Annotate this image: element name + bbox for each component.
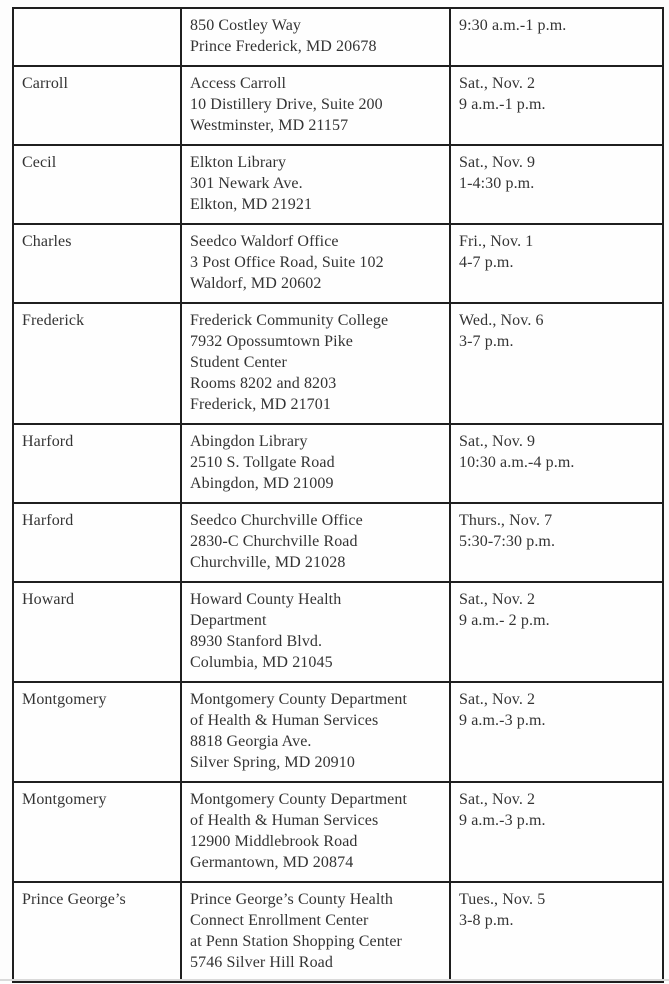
location-line: Elkton Library <box>190 154 287 171</box>
location-line: at Penn Station Shopping Center <box>190 933 402 950</box>
table-row <box>13 224 663 303</box>
county-cell <box>13 303 181 424</box>
location-line: 2510 S. Tollgate Road <box>190 454 335 471</box>
schedule-line: Sat., Nov. 2 <box>459 591 536 608</box>
county-cell <box>13 424 181 503</box>
county-cell <box>13 66 181 145</box>
schedule-line: 4-7 p.m. <box>459 254 514 271</box>
location-line: of Health & Human Services <box>190 812 379 829</box>
location-line: 301 Newark Ave. <box>190 175 303 192</box>
location-cell <box>181 66 450 145</box>
table-row <box>13 66 663 145</box>
location-cell <box>181 582 450 682</box>
location-line: Prince George’s County Health <box>190 891 394 908</box>
schedule-line: 9:30 a.m.-1 p.m. <box>459 17 567 34</box>
county-name: Montgomery <box>22 791 107 808</box>
location-line: 3 Post Office Road, Suite 102 <box>190 254 384 271</box>
schedule-line: 9 a.m.-3 p.m. <box>459 712 546 729</box>
schedule-cell <box>450 66 663 145</box>
location-line: Access Carroll <box>190 75 287 92</box>
schedule-cell <box>450 782 663 882</box>
county-name: Harford <box>22 433 74 450</box>
schedule-line: Sat., Nov. 2 <box>459 791 536 808</box>
location-cell <box>181 145 450 224</box>
location-cell <box>181 782 450 882</box>
location-line: Seedco Churchville Office <box>190 512 363 529</box>
schedule-line: Sat., Nov. 9 <box>459 433 536 450</box>
table-row <box>13 8 663 66</box>
county-cell <box>13 782 181 882</box>
table-row <box>13 424 663 503</box>
location-line: Rooms 8202 and 8203 <box>190 375 337 392</box>
location-cell <box>181 882 450 982</box>
schedule-line: Wed., Nov. 6 <box>459 312 544 329</box>
location-line: Elkton, MD 21921 <box>190 196 313 213</box>
schedule-line: 9 a.m.- 2 p.m. <box>459 612 550 629</box>
schedule-cell <box>450 682 663 782</box>
county-cell <box>13 145 181 224</box>
county-cell <box>13 8 181 66</box>
location-line: Frederick Community College <box>190 312 389 329</box>
schedule-cell <box>450 145 663 224</box>
table-row <box>13 582 663 682</box>
schedule-line: Sat., Nov. 9 <box>459 154 536 171</box>
county-cell <box>13 882 181 982</box>
county-name: Montgomery <box>22 691 107 708</box>
table-row <box>13 303 663 424</box>
location-cell <box>181 8 450 66</box>
location-line: Abingdon, MD 21009 <box>190 475 334 492</box>
location-line: Connect Enrollment Center <box>190 912 369 929</box>
schedule-cell <box>450 8 663 66</box>
county-name: Howard <box>22 591 75 608</box>
schedule-line: Fri., Nov. 1 <box>459 233 534 250</box>
schedule-line: 5:30-7:30 p.m. <box>459 533 556 550</box>
location-line: 8930 Stanford Blvd. <box>190 633 323 650</box>
location-line: Prince Frederick, MD 20678 <box>190 38 377 55</box>
location-line: Montgomery County Department <box>190 691 407 708</box>
county-name: Harford <box>22 512 74 529</box>
schedule-cell <box>450 882 663 982</box>
county-name: Charles <box>22 233 72 250</box>
schedule-line: 1-4:30 p.m. <box>459 175 535 192</box>
location-line: 5746 Silver Hill Road <box>190 954 333 971</box>
schedule-line: Tues., Nov. 5 <box>459 891 546 908</box>
location-line: Howard County Health <box>190 591 342 608</box>
schedule-line: 3-8 p.m. <box>459 912 514 929</box>
schedule-cell <box>450 224 663 303</box>
table-row <box>13 503 663 582</box>
location-line: Department <box>190 612 267 629</box>
location-cell <box>181 303 450 424</box>
location-line: Germantown, MD 20874 <box>190 854 354 871</box>
county-name: Prince George’s <box>22 891 126 908</box>
location-cell <box>181 682 450 782</box>
location-cell <box>181 224 450 303</box>
location-cell <box>181 424 450 503</box>
county-name: Cecil <box>22 154 57 171</box>
table-row <box>13 882 663 982</box>
schedule-cell <box>450 582 663 682</box>
schedule-line: 10:30 a.m.-4 p.m. <box>459 454 575 471</box>
table-body <box>13 8 663 982</box>
location-line: 850 Costley Way <box>190 17 302 34</box>
county-cell <box>13 582 181 682</box>
location-line: 12900 Middlebrook Road <box>190 833 358 850</box>
schedule-line: 9 a.m.-1 p.m. <box>459 96 546 113</box>
schedule-line: 3-7 p.m. <box>459 333 514 350</box>
schedule-cell <box>450 303 663 424</box>
location-line: Student Center <box>190 354 287 371</box>
location-line: of Health & Human Services <box>190 712 379 729</box>
location-cell <box>181 503 450 582</box>
table-row <box>13 782 663 882</box>
location-line: Silver Spring, MD 20910 <box>190 754 355 771</box>
location-line: 10 Distillery Drive, Suite 200 <box>190 96 383 113</box>
location-line: Seedco Waldorf Office <box>190 233 339 250</box>
table-row <box>13 145 663 224</box>
schedule-line: Thurs., Nov. 7 <box>459 512 553 529</box>
county-name: Frederick <box>22 312 85 329</box>
enrollment-sites-table <box>12 7 664 983</box>
schedule-cell <box>450 424 663 503</box>
location-line: Frederick, MD 21701 <box>190 396 331 413</box>
schedule-line: Sat., Nov. 2 <box>459 691 536 708</box>
location-line: 2830-C Churchville Road <box>190 533 358 550</box>
location-line: 7932 Opossumtown Pike <box>190 333 353 350</box>
location-line: Columbia, MD 21045 <box>190 654 333 671</box>
location-line: Churchville, MD 21028 <box>190 554 346 571</box>
location-line: Waldorf, MD 20602 <box>190 275 322 292</box>
table-row <box>13 682 663 782</box>
location-line: Montgomery County Department <box>190 791 407 808</box>
location-line: Abingdon Library <box>190 433 308 450</box>
page-edge-line <box>0 979 669 981</box>
county-cell <box>13 224 181 303</box>
county-cell <box>13 682 181 782</box>
county-name: Carroll <box>22 75 69 92</box>
schedule-line: 9 a.m.-3 p.m. <box>459 812 546 829</box>
schedule-cell <box>450 503 663 582</box>
location-line: Westminster, MD 21157 <box>190 117 349 134</box>
schedule-line: Sat., Nov. 2 <box>459 75 536 92</box>
location-line: 8818 Georgia Ave. <box>190 733 312 750</box>
county-cell <box>13 503 181 582</box>
